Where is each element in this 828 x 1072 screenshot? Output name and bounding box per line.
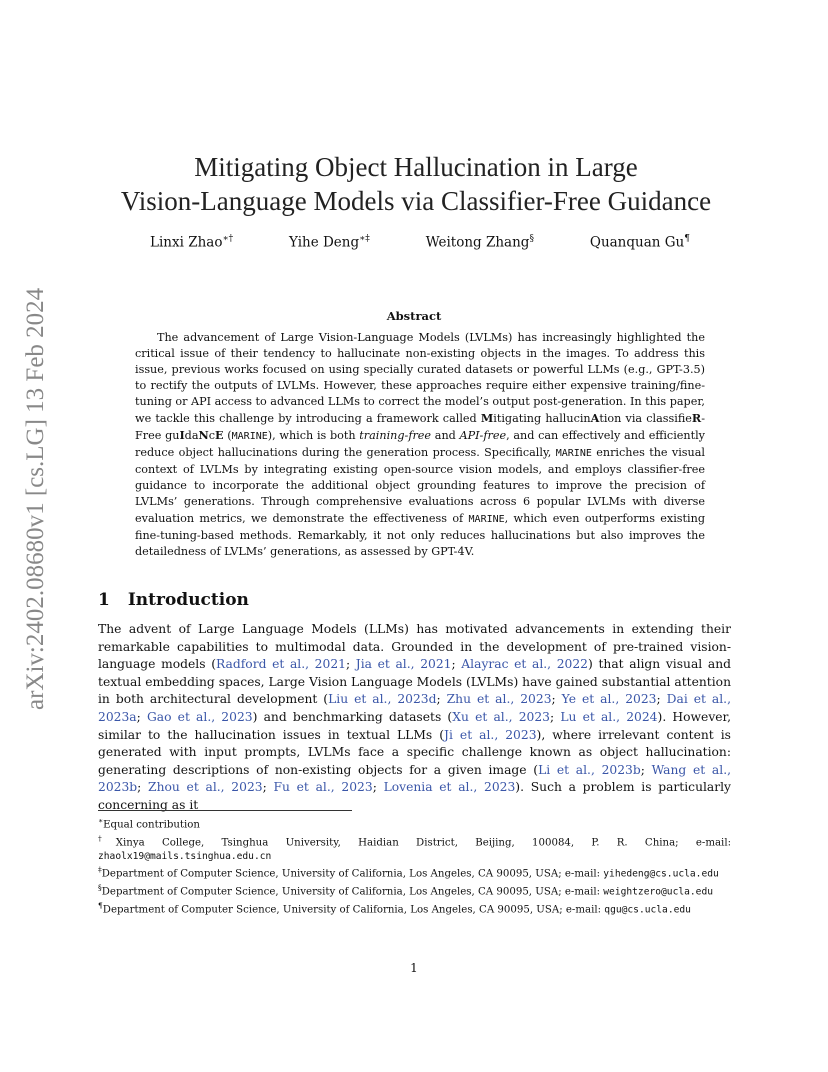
email-address[interactable]: zhaolx19@mails.tsinghua.edu.cn [98, 850, 272, 862]
citation-link[interactable]: Alayrac et al., 2022 [461, 657, 589, 672]
author [150, 234, 233, 251]
method-name: MARINE [231, 431, 268, 443]
footnote [98, 881, 731, 899]
footnote-mark: ∗ [98, 816, 104, 825]
abstract-text: The advancement of Large Vision-Language Models (LVLMs) has increasingly highlighted the critical issue of their tendency to hallucinate non-existing objects in the images. To address this issue, previous works focused on using specially curated datasets or powerful LLMs (e.g., GPT-3.5) to rectify the outputs of LVLMs. However, these approaches require either expensive training/fine-tuning or API access to advanced LLMs to correct the model’s output post-generation. In this paper, we tackle this challenge by introducing a framework called Mitigating hallucinAtion via classifieR-Free guIdaNcE (MARINE), which is both training-free and API-free, and can effectively and efficiently reduce object hallucinations during the generation process. Specifically, MARINE enriches the visual context of LVLMs by integrating existing open-source vision models, and employs classifier-free guidance to incorporate the additional object grounding features to improve the precision of LVLMs’ generations. Through comprehensive evaluations across 6 popular LVLMs with diverse evaluation metrics, we demonstrate the effectiveness of MARINE, which even outperforms existing fine-tuning-based methods. Remarkably, it not only reduces hallucinations but also improves the detailedness of LVLMs’ generations, as assessed by GPT-4V. [135, 331, 706, 558]
author-name: Quanquan Gu [589, 234, 685, 251]
citation-link[interactable]: Fu et al., 2023 [273, 780, 373, 795]
email-address[interactable]: yihedeng@cs.ucla.edu [603, 868, 719, 880]
footnote-divider [98, 810, 352, 811]
author [590, 234, 690, 251]
footnote-mark: † [98, 833, 116, 843]
author [426, 234, 534, 251]
citation-link[interactable]: Li et al., 2023b [538, 762, 641, 777]
citation-link[interactable]: Lu et al., 2024 [560, 709, 658, 724]
author-mark: ∗† [222, 234, 234, 244]
section-heading-introduction [98, 590, 249, 610]
footnote [98, 814, 731, 832]
citation-link[interactable]: Radford et al., 2021 [216, 657, 346, 672]
footnote-text: Department of Computer Science, University of California, Los Angeles, CA 90095, USA; e-mail: [101, 868, 604, 880]
citation-link[interactable]: Lovenia et al., 2023 [383, 780, 516, 795]
paper-title [90, 150, 742, 218]
title-line-2: Vision-Language Models via Classifier-Free Guidance [120, 186, 712, 216]
citation-link[interactable]: Wang et al., 2023b [98, 762, 732, 795]
footnote-text: Xinya College, Tsinghua University, Haidian District, Beijing, 100084, P. R. China; e-mail: [115, 837, 732, 849]
section-number: 1 [98, 590, 110, 610]
footnote-mark: § [98, 882, 102, 892]
author-mark: ¶ [684, 234, 690, 244]
author-list [150, 234, 690, 251]
citation-link[interactable]: Ye et al., 2023 [561, 692, 657, 707]
introduction-paragraph: The advent of Large Language Models (LLMs) has motivated advancements in extending their remarkable capabilities to multimodal data. Grounded in the development of pre-trained vision-language models (Radford et al., 2021; Jia et al., 2021; Alayrac et al., 2022) that align visual and textual embedding spaces, Large Vision Language Models (LVLMs) have gained substantial attention in both architectural development (Liu et al., 2023d; Zhu et al., 2023; Ye et al., 2023; Dai et al., 2023a; Gao et al., 2023) and benchmarking datasets (Xu et al., 2023; Lu et al., 2024). However, similar to the hallucination issues in textual LLMs (Ji et al., 2023), where irrelevant content is generated with input prompts, LVLMs face a specific challenge known as object hallucination: generating descriptions of non-existing objects for a given image (Li et al., 2023b; Wang et al., 2023b; Zhou et al., 2023; Fu et al., 2023; Lovenia et al., 2023). Such a problem is particularly concerning as it [98, 622, 732, 812]
email-address[interactable]: weightzero@ucla.edu [603, 886, 714, 898]
arxiv-identifier: arXiv:2402.08680v1 [cs.LG] 13 Feb 2024 [22, 287, 49, 710]
footnote-mark: ‡ [98, 865, 102, 874]
author-mark: § [529, 234, 534, 244]
footnote [98, 863, 731, 881]
title-line-1: Mitigating Object Hallucination in Large [194, 152, 638, 182]
citation-link[interactable]: Jia et al., 2021 [355, 657, 452, 672]
citation-link[interactable]: Gao et al., 2023 [146, 709, 253, 724]
citation-link[interactable]: Liu et al., 2023d [328, 692, 437, 707]
footnote-text: Equal contribution [103, 819, 200, 831]
citation-link[interactable]: Ji et al., 2023 [444, 727, 537, 742]
citation-link[interactable]: Zhu et al., 2023 [446, 692, 552, 707]
author-name: Linxi Zhao [150, 234, 223, 251]
author-mark: ∗‡ [359, 234, 370, 244]
author-name: Yihe Deng [289, 234, 360, 251]
citation-link[interactable]: Xu et al., 2023 [452, 709, 551, 724]
footnote-mark: ¶ [98, 900, 103, 910]
page-number: 1 [410, 961, 418, 975]
footnote-text: Department of Computer Science, University of California, Los Angeles, CA 90095, USA; e-mail: [101, 886, 604, 898]
author [289, 234, 370, 251]
abstract-heading: Abstract [386, 309, 442, 323]
section-title: Introduction [127, 590, 249, 610]
footnote [98, 832, 731, 863]
citation-link[interactable]: Dai et al., 2023a [98, 692, 731, 724]
email-address[interactable]: qgu@cs.ucla.edu [604, 903, 691, 915]
footnote-text: Department of Computer Science, University of California, Los Angeles, CA 90095, USA; e-mail: [102, 903, 605, 915]
author-name: Weitong Zhang [425, 234, 530, 251]
citation-link[interactable]: Zhou et al., 2023 [148, 780, 263, 795]
footnote [98, 899, 731, 917]
method-name: MARINE [468, 513, 505, 525]
footnotes [98, 814, 731, 916]
method-name: MARINE [555, 448, 592, 460]
